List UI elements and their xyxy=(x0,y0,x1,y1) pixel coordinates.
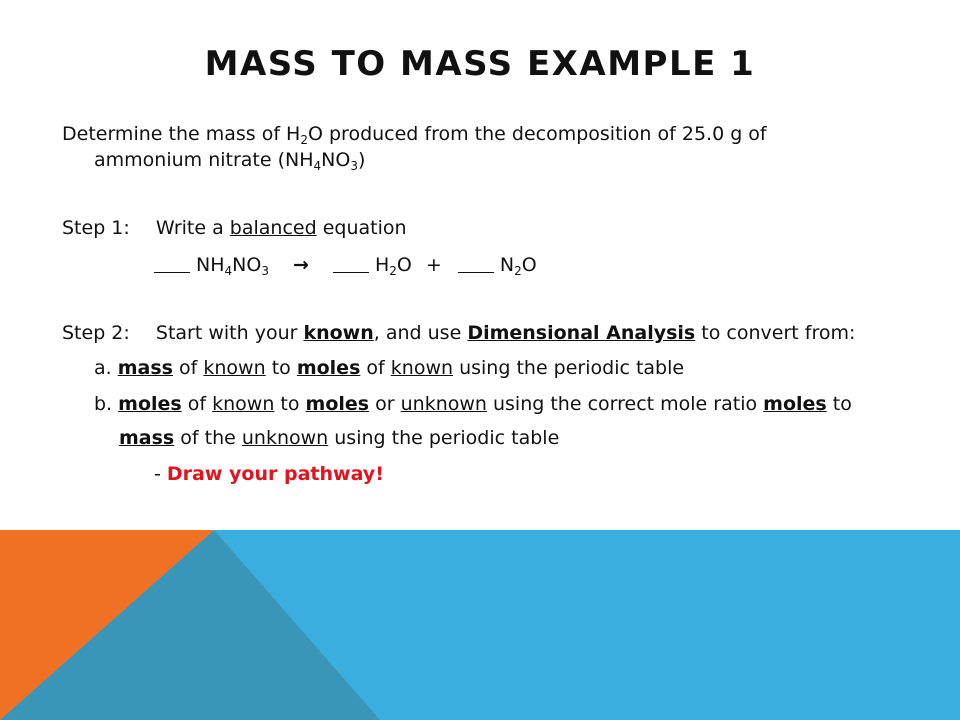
item-a xyxy=(94,355,684,381)
subscript: 3 xyxy=(350,159,358,173)
subscript: 2 xyxy=(389,264,397,278)
item-prefix: a. xyxy=(94,357,118,379)
coefficient-blank[interactable] xyxy=(154,256,190,273)
problem-text: NO xyxy=(321,149,351,171)
subscript: 3 xyxy=(261,264,269,278)
formula-text: O xyxy=(396,254,412,276)
keyword: moles xyxy=(763,393,827,415)
formula-text: H xyxy=(374,254,390,276)
problem-line-2 xyxy=(94,147,365,173)
step-underlined-text: Dimensional Analysis xyxy=(467,322,696,344)
formula-text: O xyxy=(521,254,537,276)
keyword: moles xyxy=(118,393,182,415)
item-text: to xyxy=(274,393,306,415)
subscript: 2 xyxy=(514,264,522,278)
item-text: to xyxy=(826,393,852,415)
subscript: 4 xyxy=(313,159,322,173)
keyword: unknown xyxy=(241,427,329,449)
subscript: 4 xyxy=(224,264,233,278)
step-underlined-text: balanced xyxy=(229,217,317,239)
keyword: moles xyxy=(305,393,370,415)
reaction-arrow-icon: → xyxy=(293,254,309,276)
problem-text: ) xyxy=(357,149,366,171)
item-text: of xyxy=(181,393,213,415)
slide-title: MASS TO MASS EXAMPLE 1 xyxy=(204,44,756,84)
step-text: Write a xyxy=(155,217,230,239)
item-text: using the correct mole ratio xyxy=(486,393,764,415)
coefficient-blank[interactable] xyxy=(333,256,369,273)
item-text: of xyxy=(172,357,204,379)
problem-text: O produced from the decomposition of 25.0 g of xyxy=(308,123,767,145)
decorative-band xyxy=(0,530,960,720)
step-2 xyxy=(62,320,855,346)
step-text: equation xyxy=(316,217,407,239)
formula-text: NH xyxy=(196,254,225,276)
item-text: using the periodic table xyxy=(453,357,685,379)
keyword: moles xyxy=(296,357,361,379)
keyword: mass xyxy=(117,357,173,379)
step-label: Step 2: xyxy=(62,322,130,344)
step-text: to convert from: xyxy=(695,322,856,344)
item-text: using the periodic table xyxy=(328,427,560,449)
problem-text: ammonium nitrate (NH xyxy=(94,149,314,171)
keyword: unknown xyxy=(400,393,487,415)
step-underlined-text: known xyxy=(303,322,374,344)
coefficient-blank[interactable] xyxy=(458,256,494,273)
subscript: 2 xyxy=(300,133,308,147)
keyword: known xyxy=(203,357,266,379)
item-b-line-2 xyxy=(119,425,559,451)
item-text: of xyxy=(360,357,391,379)
step-text: , and use xyxy=(373,322,468,344)
item-prefix: b. xyxy=(94,393,119,415)
item-text: of the xyxy=(174,427,242,449)
plus-sign: + xyxy=(425,254,442,276)
problem-line-1 xyxy=(62,121,767,147)
item-b xyxy=(94,391,852,417)
formula-text: N xyxy=(499,254,515,276)
dash: - xyxy=(154,463,167,485)
step-1 xyxy=(62,215,407,241)
problem-text: Determine the mass of H xyxy=(62,123,301,145)
step-text: Start with your xyxy=(155,322,304,344)
pathway-highlight: Draw your pathway! xyxy=(166,463,384,485)
formula-text: NO xyxy=(232,254,262,276)
chemical-equation xyxy=(154,252,537,278)
item-text: to xyxy=(265,357,297,379)
pathway-note xyxy=(154,461,384,487)
keyword: mass xyxy=(119,427,175,449)
step-label: Step 1: xyxy=(62,217,130,239)
keyword: known xyxy=(212,393,275,415)
keyword: known xyxy=(390,357,454,379)
item-text: or xyxy=(369,393,401,415)
